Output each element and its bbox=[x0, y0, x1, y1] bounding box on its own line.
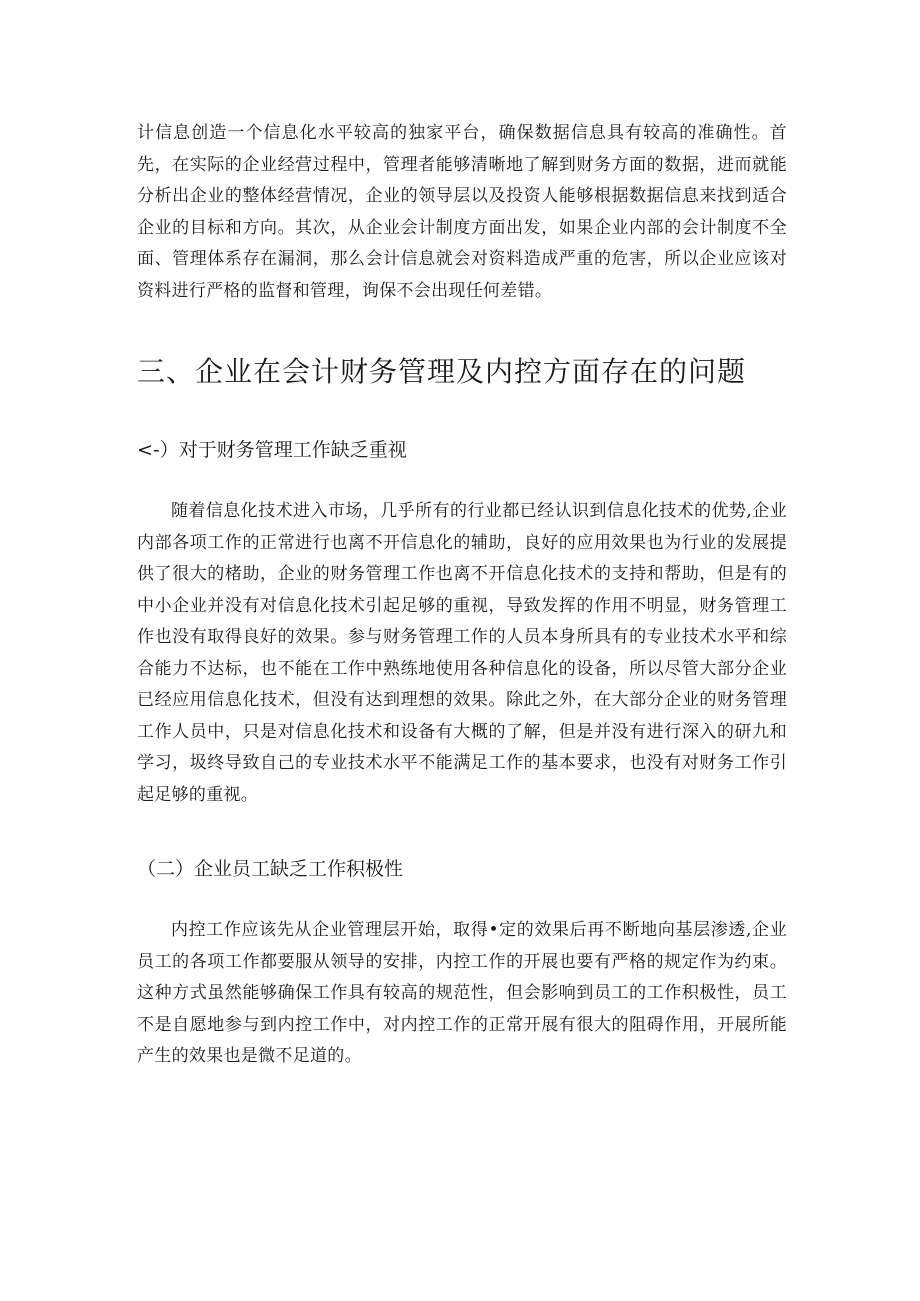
paragraph-accounting-info: 计信息创造一个信息化水平较高的独家平台，确保数据信息具有较高的准确性。首先，在实际的企业经营过程中，管理者能够清晰地了解到财务方面的数据，进而就能分析出企业的整体经营情况，企业的领导层以及投资人能够根据数据信息来找到适合企业的目标和方向。其次，从企业会计制度方面出发，如果企业内部的会计制度不全面、管理体系存在漏洞，那么会计信息就会对资料造成严重的危害，所以企业应该对资料进行严格的监督和管理，询保不会出现任何差错。 bbox=[137, 123, 787, 301]
paragraph-internal-control: 内控工作应该先从企业管理层开始，取得•定的效果后再不断地向基层渗透,企业员工的各项工作都要服从领导的安排，内控工作的开展也要有严格的规定作为约束。这种方式虽然能够确保工作具有较高的规范性，但会影响到员工的工作积极性，员工不是自愿地参与到内控工作中，对内控工作的正常开展有很大的阻碍作用，开展所能产生的效果也是微不足道的。 bbox=[137, 920, 787, 1066]
section-heading-problems: 三、企业在会计财务管理及内控方面存在的问题 bbox=[137, 355, 747, 388]
subheading-employee-motivation: （二）企业员工缺乏工作积极性 bbox=[137, 858, 404, 880]
paragraph-informatization: 随着信息化技术进入市场，几乎所有的行业都已经认识到信息化技术的优势,企业内部各项工作的正常进行也离不开信息化的辅助，良好的应用效果也为行业的发展提供了很大的楮助，企业的财务管理工作也离不开信息化技术的支持和帮助，但是有的中小企业并没有对信息化技术引起足够的重视，导致发挥的作用不明显，财务管理工作也没有取得良好的效果。参与财务管理工作的人员本身所具有的专业技术水平和综合能力不达标，也不能在工作中熟练地使用各种信息化的设备，所以尽管大部分企业已经应用信息化技术，但没有达到理想的效果。除此之外，在大部分企业的财务管理工作人员中，只是对信息化技术和设备有大概的了解，但是并没有进行深入的研九和学习，圾终导致自己的专业技术水平不能满足工作的基本要求，也没有对财务工作引起足够的重视。 bbox=[137, 501, 787, 805]
subheading-lack-of-attention: <-）对于财务管理工作缺乏重视 bbox=[137, 439, 407, 461]
